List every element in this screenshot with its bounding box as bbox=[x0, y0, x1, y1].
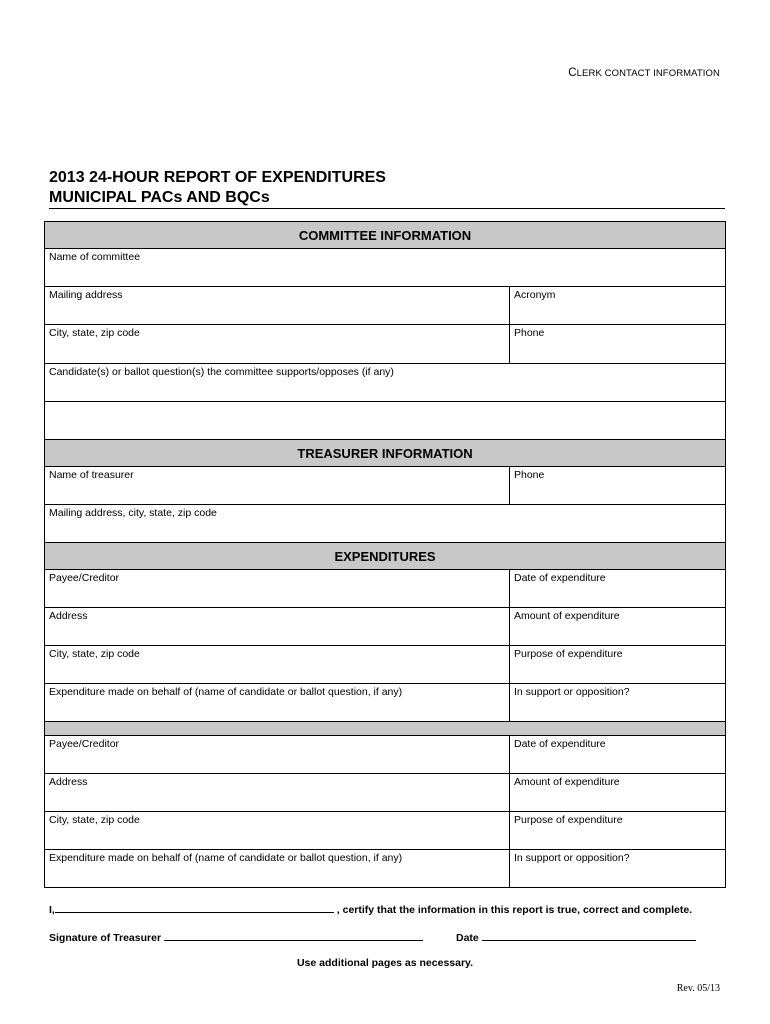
date-line[interactable] bbox=[482, 930, 696, 941]
clerk-label: LERK CONTACT INFORMATION bbox=[576, 68, 720, 79]
committee-candidates-continued-field[interactable] bbox=[45, 402, 726, 440]
date-label: Date bbox=[456, 932, 479, 944]
treasurer-mailing-field[interactable]: Mailing address, city, state, zip code bbox=[45, 505, 726, 543]
committee-phone-field[interactable]: Phone bbox=[510, 325, 726, 364]
expenditure-1-address-field[interactable]: Address bbox=[45, 608, 510, 646]
committee-information-header: COMMITTEE INFORMATION bbox=[45, 222, 726, 249]
treasurer-phone-field[interactable]: Phone bbox=[510, 467, 726, 505]
expenditure-1-behalf-field[interactable]: Expenditure made on behalf of (name of candidate or ballot question, if any) bbox=[45, 684, 510, 722]
expenditures-header: EXPENDITURES bbox=[45, 543, 726, 570]
expenditure-separator bbox=[45, 722, 726, 736]
committee-acronym-field[interactable]: Acronym bbox=[510, 287, 726, 325]
signature-row bbox=[49, 930, 423, 944]
expenditure-2-support-field[interactable]: In support or opposition? bbox=[510, 850, 726, 888]
expenditure-2-address-field[interactable]: Address bbox=[45, 774, 510, 812]
certification-statement bbox=[49, 902, 692, 916]
expenditure-1-purpose-field[interactable]: Purpose of expenditure bbox=[510, 646, 726, 684]
expenditure-2-city-field[interactable]: City, state, zip code bbox=[45, 812, 510, 850]
committee-mailing-address-field[interactable]: Mailing address bbox=[45, 287, 510, 325]
expenditure-2-purpose-field[interactable]: Purpose of expenditure bbox=[510, 812, 726, 850]
title-line-1: 2013 24-HOUR REPORT OF EXPENDITURES bbox=[49, 169, 386, 186]
committee-name-field[interactable]: Name of committee bbox=[45, 249, 726, 287]
clerk-initial: C bbox=[568, 67, 577, 79]
certification-text: , certify that the information in this report is true, correct and complete. bbox=[336, 904, 693, 916]
title-line-2: MUNICIPAL PACs AND BQCs bbox=[49, 189, 270, 206]
committee-city-field[interactable]: City, state, zip code bbox=[45, 325, 510, 364]
title-divider bbox=[49, 208, 725, 209]
treasurer-information-header: TREASURER INFORMATION bbox=[45, 440, 726, 467]
expenditure-1-date-field[interactable]: Date of expenditure bbox=[510, 570, 726, 608]
date-row bbox=[456, 930, 696, 944]
expenditure-1-support-field[interactable]: In support or opposition? bbox=[510, 684, 726, 722]
expenditure-1-city-field[interactable]: City, state, zip code bbox=[45, 646, 510, 684]
committee-candidates-field[interactable]: Candidate(s) or ballot question(s) the committee supports/opposes (if any) bbox=[45, 364, 726, 402]
signature-label: Signature of Treasurer bbox=[49, 932, 162, 944]
clerk-contact-information bbox=[568, 67, 720, 79]
expenditure-2-behalf-field[interactable]: Expenditure made on behalf of (name of candidate or ballot question, if any) bbox=[45, 850, 510, 888]
expenditure-1-payee-field[interactable]: Payee/Creditor bbox=[45, 570, 510, 608]
form-table bbox=[44, 221, 726, 888]
signature-line[interactable] bbox=[164, 930, 423, 941]
certification-prefix: I, bbox=[49, 904, 55, 916]
page-title bbox=[49, 168, 386, 208]
additional-pages-note: Use additional pages as necessary. bbox=[296, 957, 474, 969]
treasurer-name-line[interactable] bbox=[55, 902, 334, 913]
revision-label: Rev. 05/13 bbox=[676, 983, 720, 994]
expenditure-2-payee-field[interactable]: Payee/Creditor bbox=[45, 736, 510, 774]
report-form bbox=[44, 221, 725, 888]
expenditure-2-date-field[interactable]: Date of expenditure bbox=[510, 736, 726, 774]
treasurer-name-field[interactable]: Name of treasurer bbox=[45, 467, 510, 505]
expenditure-1-amount-field[interactable]: Amount of expenditure bbox=[510, 608, 726, 646]
expenditure-2-amount-field[interactable]: Amount of expenditure bbox=[510, 774, 726, 812]
